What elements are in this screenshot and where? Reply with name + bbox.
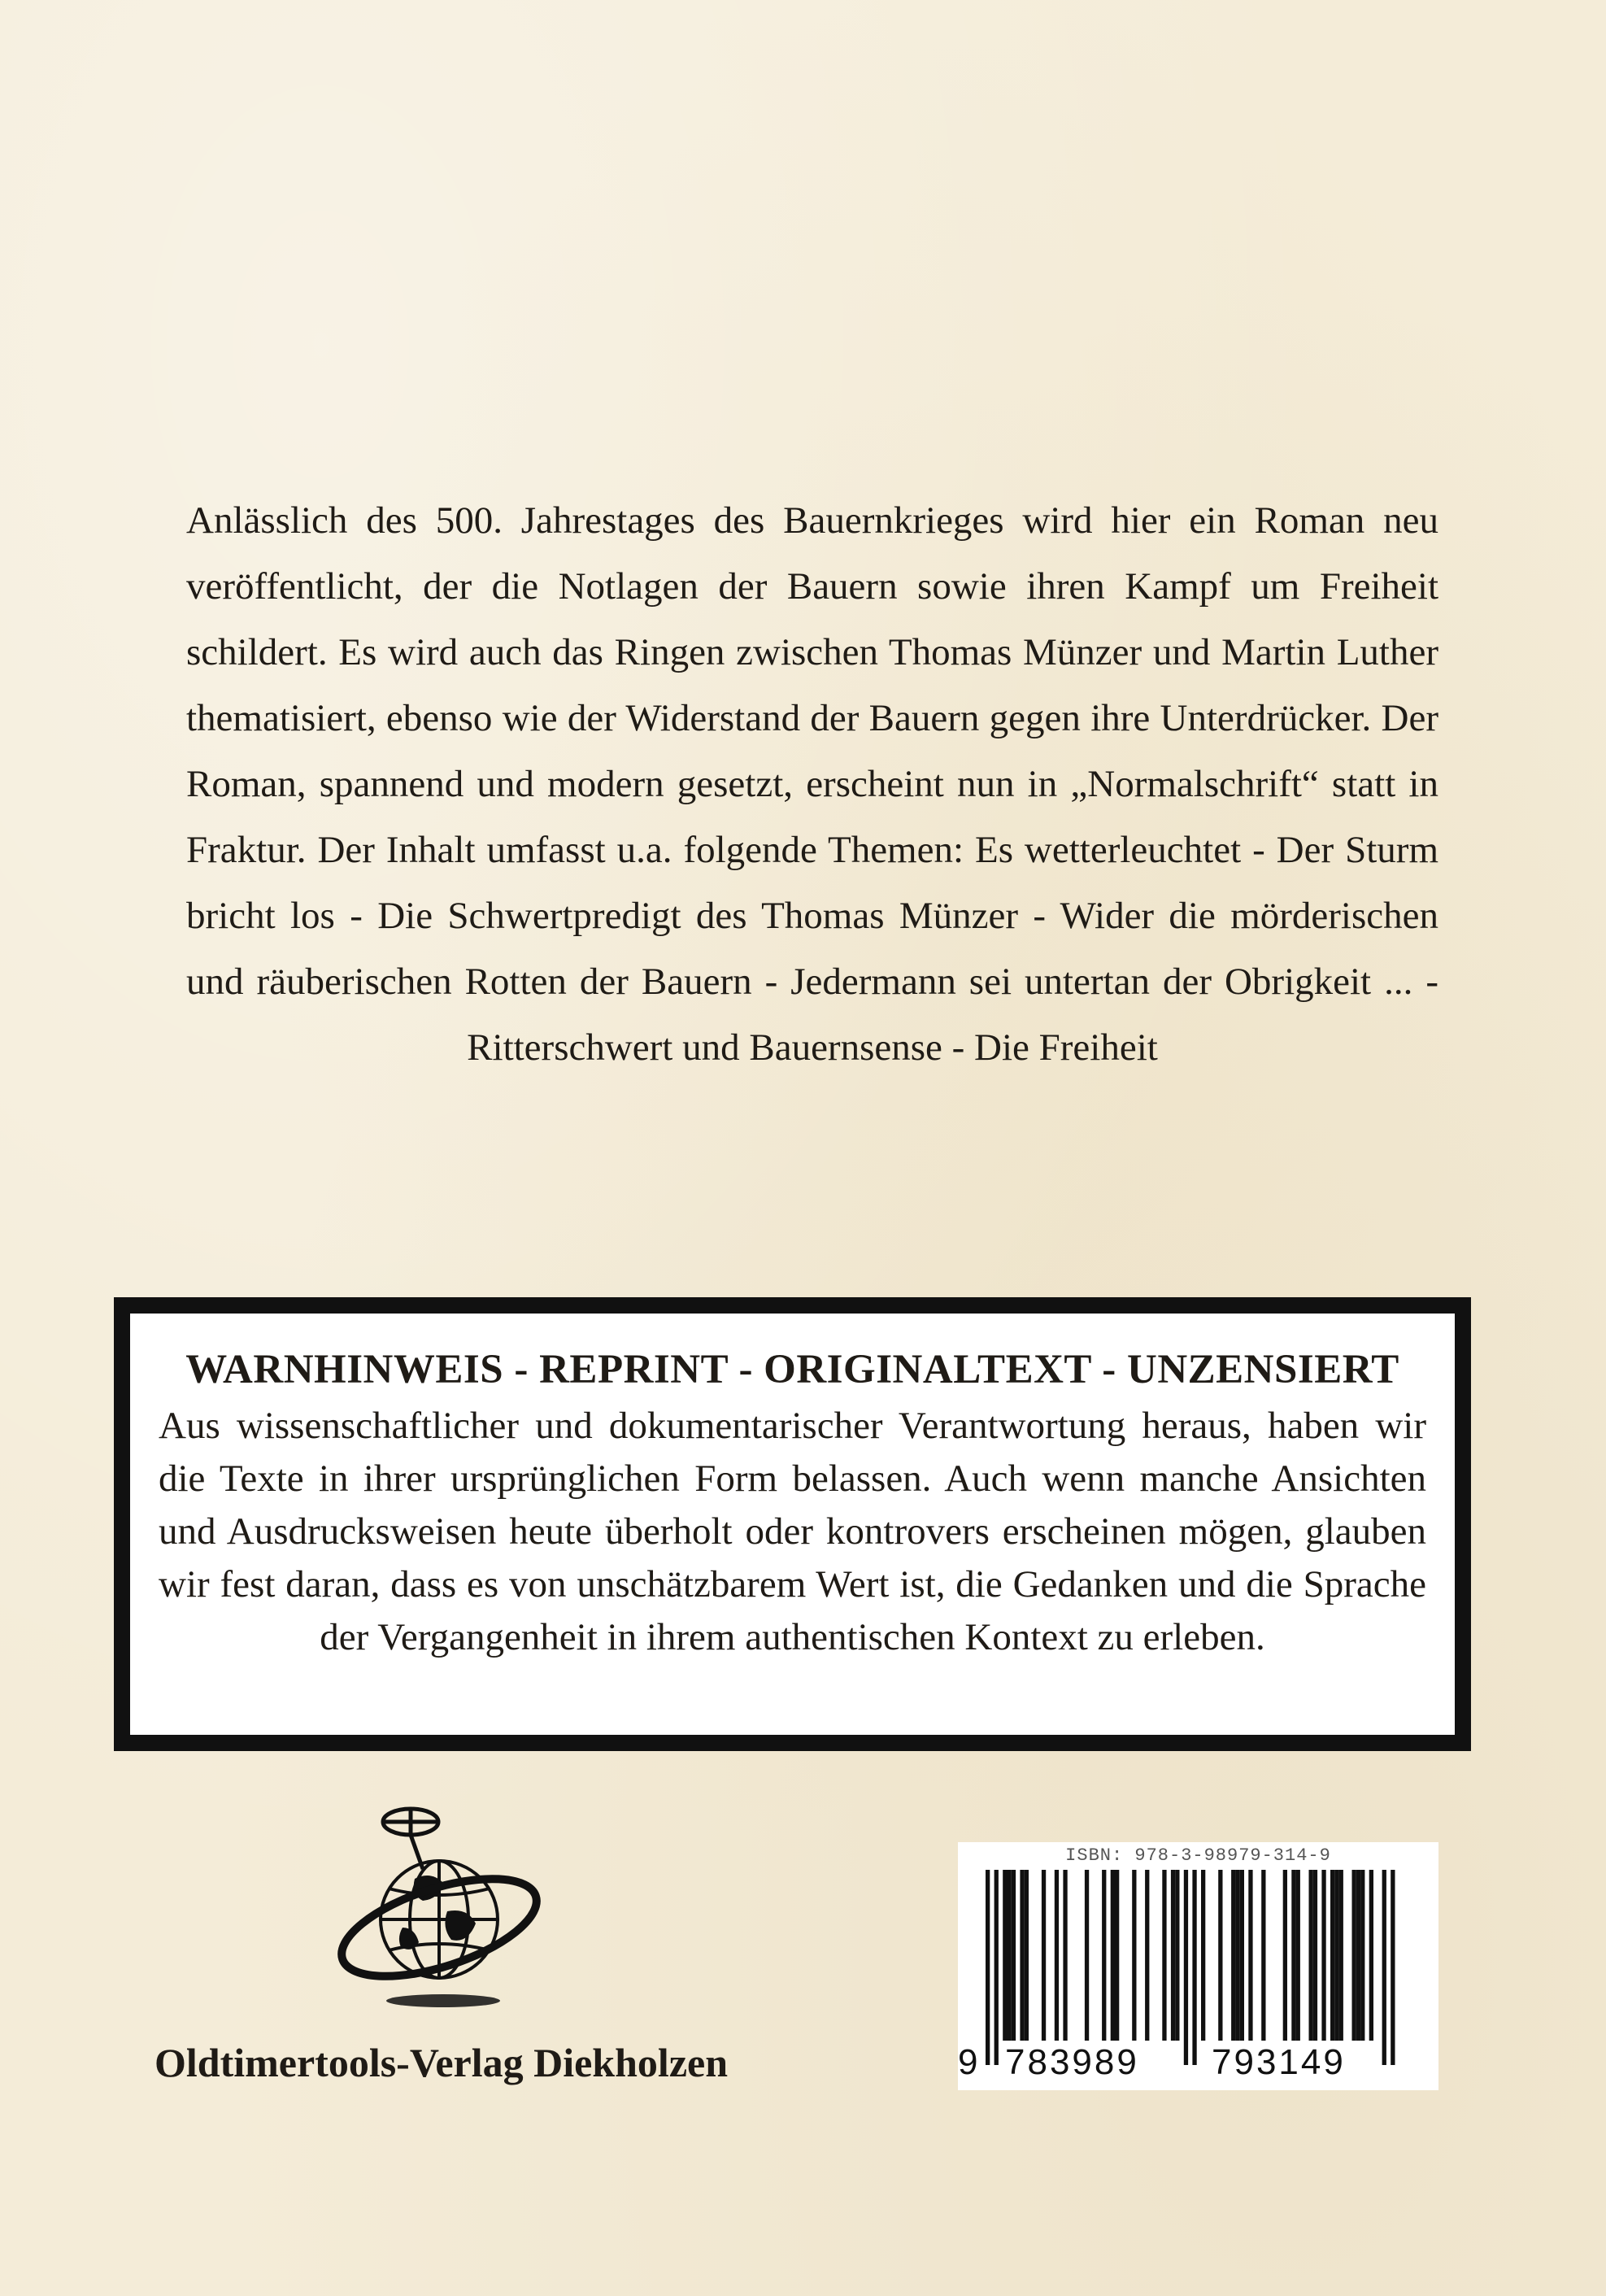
warning-box: [114, 1297, 1471, 1751]
barcode-digit-first: 9: [958, 2042, 978, 2082]
book-blurb: [186, 488, 1438, 1081]
barcode-bar: [1020, 1870, 1024, 2041]
isbn-label: ISBN: 978-3-98979-314-9: [1065, 1845, 1331, 1866]
barcode-bar: [1192, 1870, 1196, 2065]
barcode-bar: [1012, 1870, 1016, 2041]
isbn-barcode: [958, 1842, 1438, 2090]
globe-wheel-logo-icon: [333, 1797, 553, 2017]
barcode-bar: [1334, 1870, 1338, 2041]
barcode-bar: [1055, 1870, 1059, 2041]
barcode-bar: [1321, 1870, 1325, 2041]
barcode-digits-right: 793149: [1212, 2042, 1346, 2082]
barcode-bar: [1235, 1870, 1239, 2041]
barcode-bar: [1145, 1870, 1149, 2041]
barcode-bar: [1201, 1870, 1205, 2041]
publisher-name: Oldtimertools-Verlag Diekholzen: [155, 2040, 729, 2085]
barcode-bar: [1352, 1870, 1356, 2041]
barcode-bar: [1111, 1870, 1115, 2041]
barcode-digits-left: 783989: [1005, 2042, 1139, 2082]
barcode-bar: [1296, 1870, 1300, 2041]
barcode-bar: [1132, 1870, 1136, 2041]
barcode-bar: [1330, 1870, 1334, 2041]
barcode-bar: [1042, 1870, 1046, 2041]
barcode-bar: [1283, 1870, 1287, 2041]
warning-title: WARNHINWEIS - REPRINT - ORIGINALTEXT - UNZENSIERT: [185, 1347, 1399, 1392]
barcode-bar: [1115, 1870, 1119, 2041]
barcode-bar: [1391, 1870, 1395, 2065]
barcode-bar: [1231, 1870, 1235, 2041]
barcode-bar: [1085, 1870, 1089, 2041]
barcode-bar: [1369, 1870, 1373, 2041]
barcode-bar: [1240, 1870, 1244, 2041]
barcode-bar: [1102, 1870, 1106, 2041]
barcode-bar: [1063, 1870, 1067, 2041]
barcode-bar: [1184, 1870, 1188, 2065]
barcode-bar: [1248, 1870, 1252, 2041]
barcode-bar: [1025, 1870, 1029, 2041]
barcode-bar: [1261, 1870, 1265, 2041]
blurb-text: Anlässlich des 500. Jahrestages des Bauernkrieges wird hier ein Roman neu veröffentlicht, der die Notlagen der Bauern sowie ihren Kampf um Freiheit schildert. Es wird auch das Ringen zwischen Thomas Münzer und Martin Luther thematisiert, ebenso wie der Widerstand der Bauern gegen ihre Unterdrücker. Der Roman, spannend und modern gesetzt, erscheint nun in „Normalschrift“ statt in Fraktur. Der Inhalt umfasst u.a. folgende Themen: Es wetterleuchtet - Der Sturm bricht los - Die Schwertpredigt des Thomas Münzer - Wider die mörderischen und räuberischen Rotten der Bauern - Jedermann sei untertan der Obrigkeit ... - Ritterschwert und Bauernsense - Die Freiheit: [186, 499, 1438, 1069]
barcode-bar: [1175, 1870, 1179, 2041]
barcode-bar: [1162, 1870, 1166, 2041]
barcode-bar: [1313, 1870, 1317, 2041]
barcode-bar: [1171, 1870, 1175, 2041]
barcode-bar: [1356, 1870, 1360, 2041]
warning-text: Aus wissenschaftlicher und dokumentarischer Verantwortung heraus, haben wir die Texte in ihrer ursprünglichen Form belassen. Auch wenn manche Ansichten und Ausdrucksweisen heute überholt oder kontrovers erscheinen mögen, glauben wir fest daran, dass es von unschätzbarem Wert ist, die Gedanken und die Sprache der Vergangenheit in ihrem authentischen Kontext zu erleben.: [159, 1405, 1426, 1658]
barcode-bar: [1382, 1870, 1386, 2065]
barcode-bar: [1291, 1870, 1295, 2041]
barcode-bar: [1360, 1870, 1364, 2041]
barcode-bar: [995, 1870, 999, 2065]
barcode-bar: [1003, 1870, 1007, 2041]
barcode-bar: [1218, 1870, 1222, 2041]
barcode-bar: [1008, 1870, 1012, 2041]
barcode-bar: [1339, 1870, 1343, 2041]
warning-box-inner: [130, 1314, 1455, 1735]
barcode-bar: [1309, 1870, 1313, 2041]
barcode-bar: [986, 1870, 990, 2065]
